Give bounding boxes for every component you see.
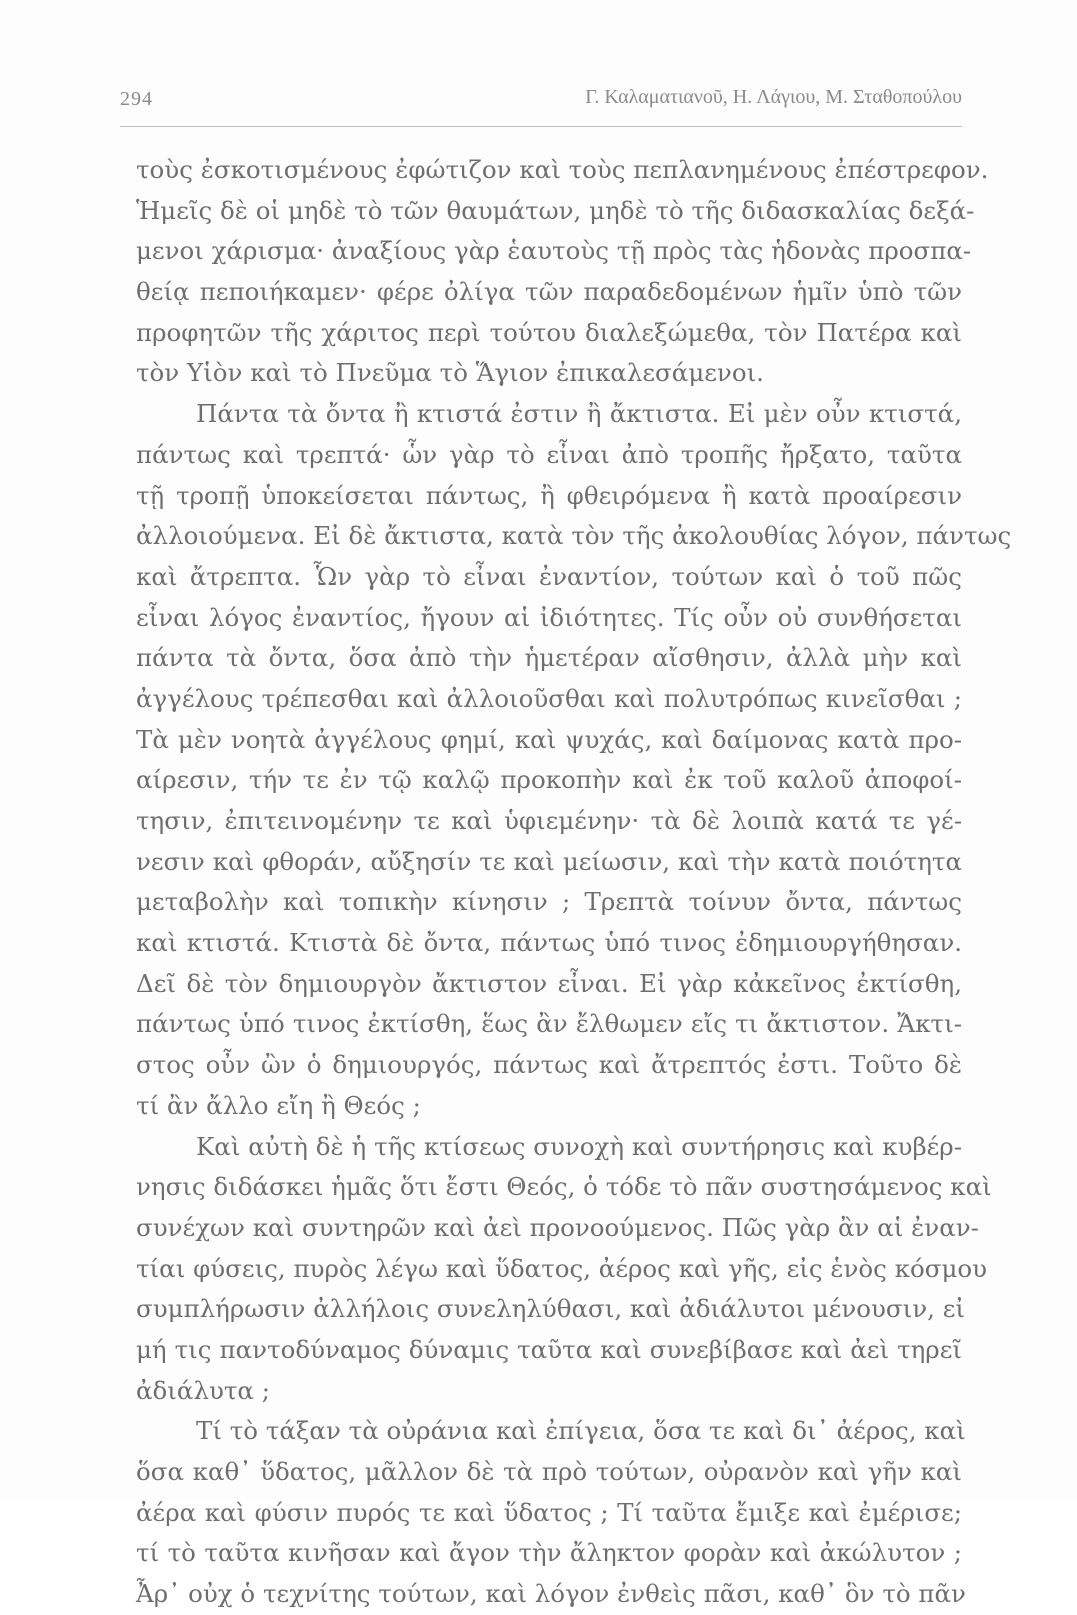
paragraph-1 <box>136 150 989 394</box>
page-number: 294 <box>120 88 153 110</box>
text-line: μεταβολὴν καὶ τοπικὴν κίνησιν ; Τρεπτὰ τοίνυν ὄντα, πάντως <box>136 887 962 917</box>
text-line: συνέχων καὶ συντηρῶν καὶ ἀεὶ προνοούμενος. Πῶς γὰρ ἂν αἱ ἐναν- <box>136 1212 979 1242</box>
text-line: συμπλήρωσιν ἀλλήλοις συνεληλύθασι, καὶ ἀδιάλυτοι μένουσιν, εἰ <box>136 1294 966 1324</box>
text-line: μή τις παντοδύναμος δύναμις ταῦτα καὶ συνεβίβασε καὶ ἀεὶ τηρεῖ <box>136 1334 962 1364</box>
text-line: πάντως καὶ τρεπτά· ὧν γὰρ τὸ εἶναι ἀπὸ τροπῆς ἤρξατο, ταῦτα <box>136 439 962 469</box>
text-line: ἀέρα καὶ φύσιν πυρός τε καὶ ὕδατος ; Τί ταῦτα ἔμιξε καὶ ἐμέρισε; <box>136 1497 962 1527</box>
text-line: πάντως ὑπό τινος ἐκτίσθη, ἕως ἂν ἔλθωμεν εἴς τι ἄκτιστον. Ἄκτι- <box>136 1009 962 1039</box>
text-line: τί ἂν ἄλλο εἴη ἢ Θεός ; <box>136 1090 421 1120</box>
text-line: Τὰ μὲν νοητὰ ἀγγέλους φημί, καὶ ψυχάς, καὶ δαίμονας κατὰ προ- <box>136 724 962 754</box>
text-line: τί τὸ ταῦτα κινῆσαν καὶ ἄγον τὴν ἄληκτον φορὰν καὶ ἀκώλυτον ; <box>136 1538 962 1568</box>
text-line: τησιν, ἐπιτεινομένην τε καὶ ὑφιεμένην· τὰ δὲ λοιπὰ κατά τε γέ- <box>136 806 962 835</box>
text-line: Πάντα τὰ ὄντα ἢ κτιστά ἐστιν ἢ ἄκτιστα. Εἰ μὲν οὖν κτιστά, <box>196 399 962 429</box>
paragraph-2 <box>136 394 1012 1126</box>
text-line: ἀγγέλους τρέπεσθαι καὶ ἀλλοιοῦσθαι καὶ πολυτρόπως κινεῖσθαι ; <box>136 683 962 713</box>
text-line: στος οὖν ὢν ὁ δημιουργός, πάντως καὶ ἄτρεπτός ἐστι. Τοῦτο δὲ <box>136 1050 962 1080</box>
text-line: ἀλλοιούμενα. Εἰ δὲ ἄκτιστα, κατὰ τὸν τῆς ἀκολουθίας λόγον, πάντως <box>136 521 1012 551</box>
text-line: ἀδιάλυτα ; <box>136 1375 271 1405</box>
page-header <box>120 78 962 118</box>
paragraph-3 <box>136 1127 992 1412</box>
text-line: τίαι φύσεις, πυρὸς λέγω καὶ ὕδατος, ἀέρος καὶ γῆς, εἰς ἑνὸς κόσμου <box>136 1253 988 1283</box>
text-line: Καὶ αὐτὴ δὲ ἡ τῆς κτίσεως συνοχὴ καὶ συντήρησις καὶ κυβέρ- <box>196 1131 962 1161</box>
text-line: τοὺς ἐσκοτισμένους ἐφώτιζον καὶ τοὺς πεπλανημένους ἐπέστρεφον. <box>136 155 989 184</box>
text-line: αίρεσιν, τήν τε ἐν τῷ καλῷ προκοπὴν καὶ ἐκ τοῦ καλοῦ ἀποφοί- <box>136 765 962 795</box>
text-line: θείᾳ πεποιήκαμεν· φέρε ὀλίγα τῶν παραδεδομένων ἡμῖν ὑπὸ τῶν <box>136 277 962 307</box>
text-line: τὸν Υἱὸν καὶ τὸ Πνεῦμα τὸ Ἅγιον ἐπικαλεσάμενοι. <box>136 358 764 388</box>
text-line: Τί τὸ τάξαν τὰ οὐράνια καὶ ἐπίγεια, ὅσα τε καὶ δι᾽ ἀέρος, καὶ <box>196 1416 966 1446</box>
text-line: καὶ κτιστά. Κτιστὰ δὲ ὄντα, πάντως ὑπό τινος ἐδημιουργήθησαν. <box>136 928 962 958</box>
text-line: πάντα τὰ ὄντα, ὅσα ἀπὸ τὴν ἡμετέραν αἴσθησιν, ἀλλὰ μὴν καὶ <box>136 643 962 673</box>
running-head: Γ. Καλαματιανοῦ, Η. Λάγιου, Μ. Σταθοπούλου <box>585 86 962 108</box>
text-line: νησις διδάσκει ἡμᾶς ὅτι ἔστι Θεός, ὁ τόδε τὸ πᾶν συστησάμενος καὶ <box>136 1172 992 1202</box>
text-line: Δεῖ δὲ τὸν δημιουργὸν ἄκτιστον εἶναι. Εἰ γὰρ κἀκεῖνος ἐκτίσθη, <box>136 968 962 998</box>
text-line: μενοι χάρισμα· ἀναξίους γὰρ ἑαυτοὺς τῇ πρὸς τὰς ἡδονὰς προσπα- <box>136 236 972 266</box>
header-rule <box>120 126 962 127</box>
text-line: εἶναι λόγος ἐναντίος, ἤγουν αἱ ἰδιότητες. Τίς οὖν οὐ συνθήσεται <box>136 602 962 632</box>
text-line: νεσιν καὶ φθοράν, αὔξησίν τε καὶ μείωσιν, καὶ τὴν κατὰ ποιότητα <box>136 846 962 876</box>
text-line: καὶ ἄτρεπτα. Ὧν γὰρ τὸ εἶναι ἐναντίον, τούτων καὶ ὁ τοῦ πῶς <box>136 561 962 591</box>
text-line: Ἆρ᾽ οὐχ ὁ τεχνίτης τούτων, καὶ λόγον ἐνθεὶς πᾶσι, καθ᾽ ὃν τὸ πᾶν <box>136 1579 966 1609</box>
text-line: ὅσα καθ᾽ ὕδατος, μᾶλλον δὲ τὰ πρὸ τούτων, οὐρανὸν καὶ γῆν καὶ <box>136 1457 962 1486</box>
text-line: τῇ τροπῇ ὑποκείσεται πάντως, ἢ φθειρόμενα ἢ κατὰ προαίρεσιν <box>136 480 962 510</box>
text-line: προφητῶν τῆς χάριτος περὶ τούτου διαλεξώμεθα, τὸν Πατέρα καὶ <box>136 317 962 347</box>
paragraph-4 <box>136 1411 966 1614</box>
body-text <box>136 150 1012 1615</box>
text-line: Ἡμεῖς δὲ οἱ μηδὲ τὸ τῶν θαυμάτων, μηδὲ τὸ τῆς διδασκαλίας δεξά- <box>136 195 975 225</box>
